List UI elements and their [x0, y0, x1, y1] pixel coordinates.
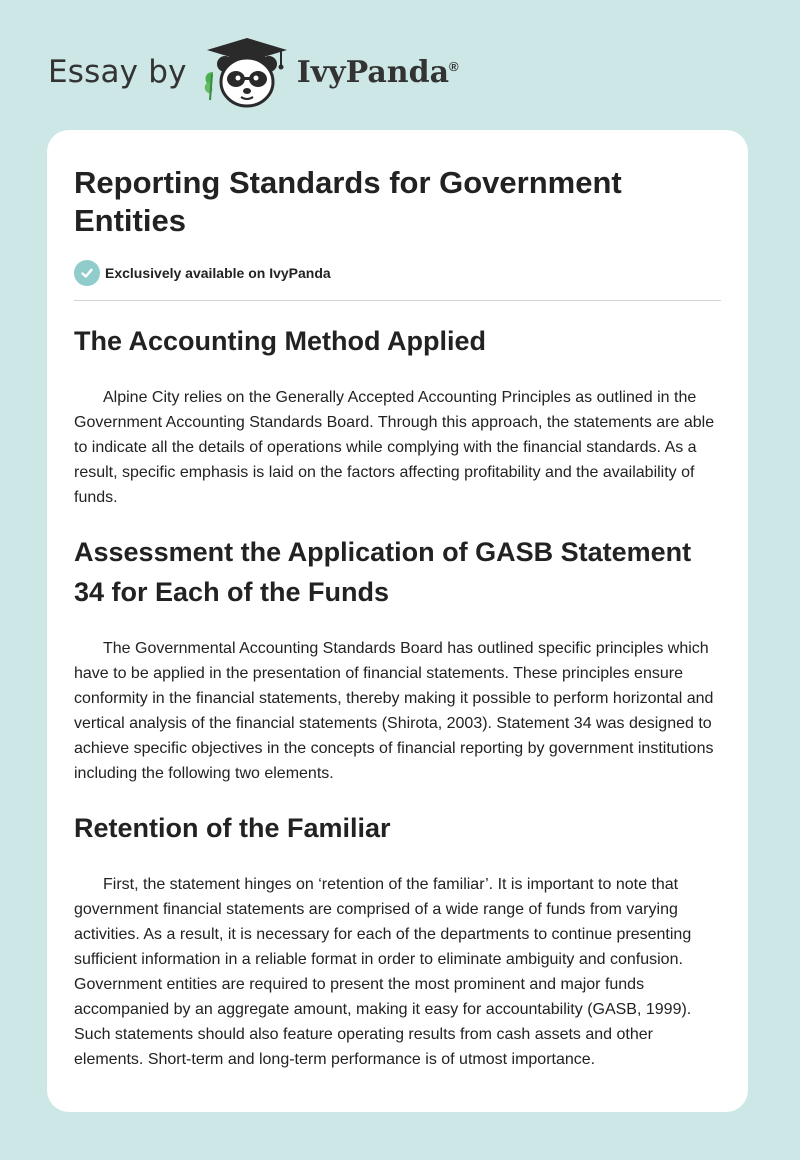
check-icon [74, 260, 100, 286]
page-title: Reporting Standards for Government Entities [74, 165, 622, 238]
section-paragraph: First, the statement hinges on ‘retention of the familiar’. It is important to note that government financial statements are comprised of a wide range of funds from varying activities. As a result, it is necessary for each of the departments to continue presenting sufficient information in a reliable format in order to eliminate ambiguity and confusion. Government entities are required to present the most prominent and major funds accompanied by an aggregate amount, making it easy for accountability (GASB, 1999). Such statements should also feature operating results from cash assets and other elements. Short-term and long-term performance is of utmost importance. [74, 876, 692, 1068]
brand-prefix: Essay by [48, 54, 187, 90]
panda-logo-icon[interactable] [201, 34, 291, 110]
section-heading: Assessment the Application of GASB Statement 34 for Each of the Funds [74, 537, 692, 607]
section-gasb-statement-34 [74, 532, 721, 786]
section-retention-familiar [74, 808, 721, 1072]
exclusive-label: Exclusively available on IvyPanda [105, 265, 331, 281]
article-card [47, 130, 748, 1112]
brand-name: IvyPanda® [296, 54, 459, 90]
site-header [48, 34, 459, 110]
section-paragraph: Alpine City relies on the Generally Accepted Accounting Principles as outlined in the Government Accounting Standards Board. Through this approach, the statements are able to indicate all the details of operations while complying with the financial standards. As a result, specific emphasis is laid on the factors affecting profitability and the availability of funds. [74, 389, 715, 506]
exclusive-badge [74, 260, 721, 301]
section-heading: Retention of the Familiar [74, 813, 391, 843]
section-paragraph: The Governmental Accounting Standards Board has outlined specific principles which have to be applied in the presentation of financial statements. These principles ensure conformity in the financial statements, thereby making it possible to perform horizontal and vertical analysis of the financial statements (Shirota, 2003). Statement 34 was designed to achieve specific objectives in the concepts of financial reporting by government institutions including the following two elements. [74, 640, 714, 782]
section-heading: The Accounting Method Applied [74, 326, 486, 356]
registered-mark: ® [449, 58, 459, 74]
section-accounting-method [74, 321, 721, 510]
